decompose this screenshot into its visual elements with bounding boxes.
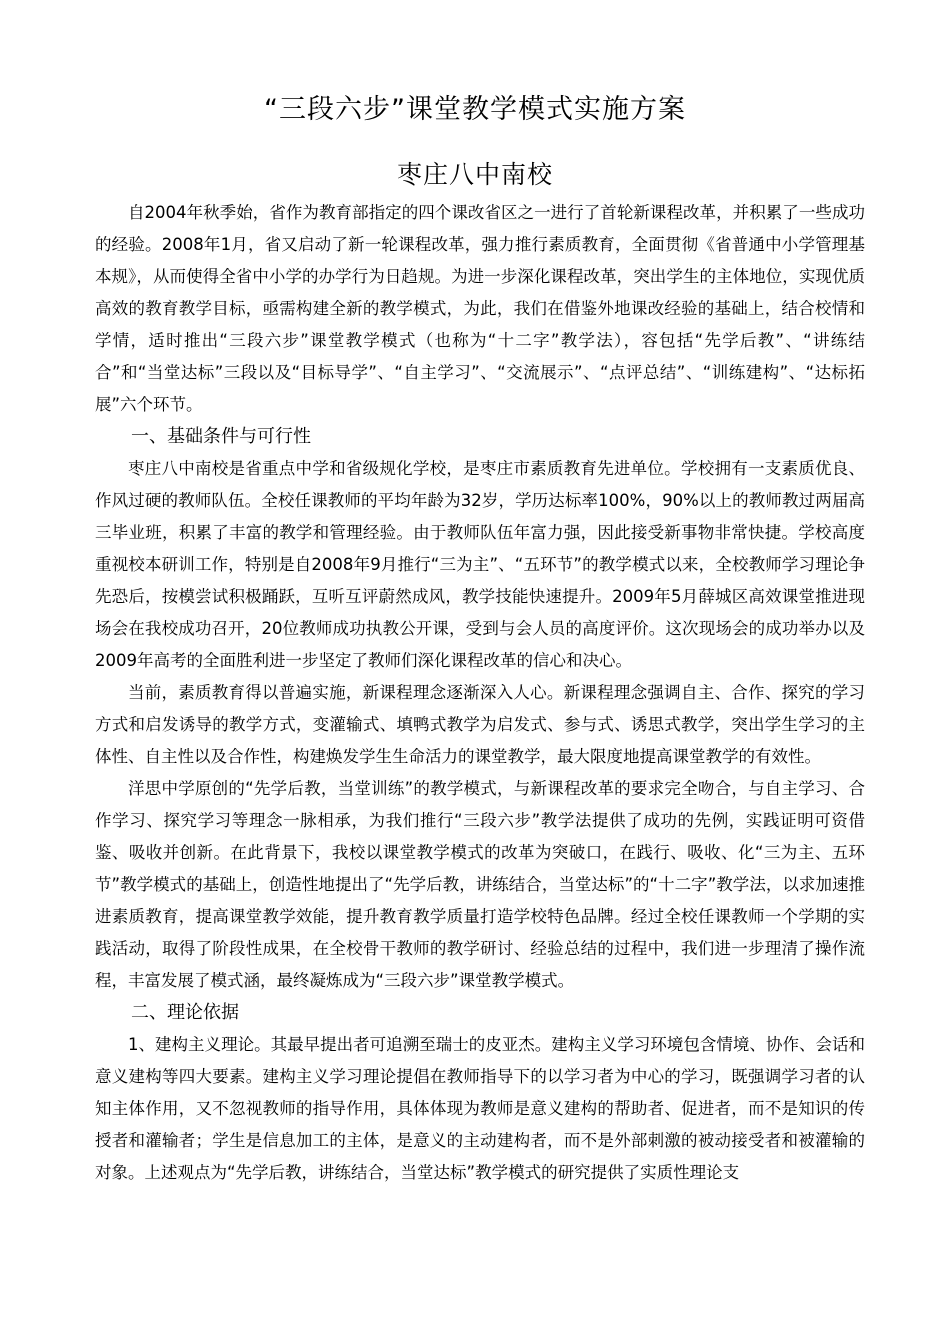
section2-paragraph-1: 1、建构主义理论。其最早提出者可追溯至瑞士的皮亚杰。建构主义学习环境包含情境、协作、会话和意义建构等四大要素。建构主义学习理论提倡在教师指导下的以学习者为中心的学习，既强调学习者的认知主体作用，又不忽视教师的指导作用，具体体现为教师是意义建构的帮助者、促进者，而不是知识的传授者和灌输者；学生是信息加工的主体，是意义的主动建构者，而不是外部刺激的被动接受者和被灌输的对象。上述观点为“先学后教，讲练结合，当堂达标”教学模式的研究提供了实质性理论支 <box>95 1035 865 1182</box>
document-title: “三段六步”课堂教学模式实施方案 <box>264 94 686 125</box>
section1-paragraph-2: 当前，素质教育得以普遍实施，新课程理念逐渐深入人心。新课程理念强调自主、合作、探究的学习方式和启发诱导的教学方式，变灌输式、填鸭式教学为启发式、参与式、诱思式教学，突出学生学习的主体性、自主性以及合作性，构建焕发学生生命活力的课堂教学，最大限度地提高课堂教学的有效性。 <box>95 683 865 766</box>
section-heading-2: 二、理论依据 <box>131 1002 239 1023</box>
section1-paragraph-3: 洋思中学原创的“先学后教，当堂训练”的教学模式，与新课程改革的要求完全吻合，与自主学习、合作学习、探究学习等理念一脉相承，为我们推行“三段六步”教学法提供了成功的先例，实践证明可资借鉴、吸收并创新。在此背景下，我校以课堂教学模式的改革为突破口，在践行、吸收、化“三为主、五环节”教学模式的基础上，创造性地提出了“先学后教，讲练结合，当堂达标”的“十二字”教学法，以求加速推进素质教育，提高课堂教学效能，提升教育教学质量打造学校特色品牌。经过全校任课教师一个学期的实践活动，取得了阶段性成果，在全校骨干教师的教学研讨、经验总结的过程中，我们进一步理清了操作流程，丰富发展了模式涵，最终凝炼成为“三段六步”课堂教学模式。 <box>95 779 865 990</box>
document-body <box>95 197 865 1189</box>
intro-paragraph: 自2004年秋季始，省作为教育部指定的四个课改省区之一进行了首轮新课程改革，并积累了一些成功的经验。2008年1月，省又启动了新一轮课程改革，强力推行素质教育，全面贯彻《省普通中小学管理基本规》，从而使得全省中小学的办学行为日趋规。为进一步深化课程改革，突出学生的主体地位，实现优质高效的教育教学目标，亟需构建全新的教学模式，为此，我们在借鉴外地课改经验的基础上，结合校情和学情，适时推出“三段六步”课堂教学模式（也称为“十二字”教学法），容包括“先学后教”、“讲练结合”和“当堂达标”三段以及“目标导学”、“自主学习”、“交流展示”、“点评总结”、“训练建构”、“达标拓展”六个环节。 <box>95 203 865 414</box>
section-heading-1: 一、基础条件与可行性 <box>131 426 311 447</box>
section1-paragraph-1: 枣庄八中南校是省重点中学和省级规化学校，是枣庄市素质教育先进单位。学校拥有一支素质优良、作风过硬的教师队伍。全校任课教师的平均年龄为32岁，学历达标率100%，90%以上的教师教过两届高三毕业班，积累了丰富的教学和管理经验。由于教师队伍年富力强，因此接受新事物非常快捷。学校高度重视校本研训工作，特别是自2008年9月推行“三为主”、“五环节”的教学模式以来，全校教师学习理论争先恐后，按模尝试积极踊跃，互听互评蔚然成风，教学技能快速提升。2009年5月薛城区高效课堂推进现场会在我校成功召开，20位教师成功执教公开课，受到与会人员的高度评价。这次现场会的成功举办以及2009年高考的全面胜利进一步坚定了教师们深化课程改革的信心和决心。 <box>95 459 865 670</box>
document-subtitle: 枣庄八中南校 <box>396 160 553 189</box>
